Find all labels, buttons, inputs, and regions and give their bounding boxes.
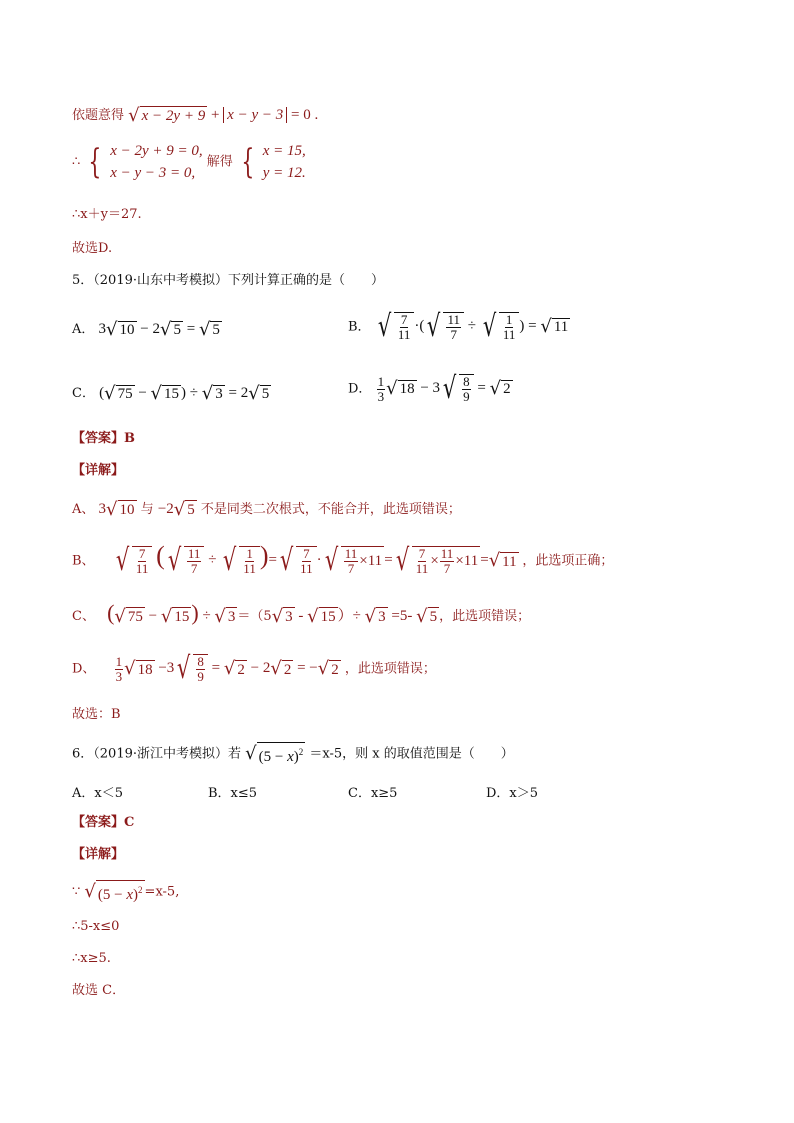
q5-explain-a-tail: 不是同类二次根式，不能合并，此选项错误； (200, 502, 461, 517)
q5-explain-c-mid: ＝（5 (237, 609, 272, 624)
q5-option-c: C． ( √ 75 − √ 15 ) ÷ √ 3 = 2 √ 5 (72, 382, 270, 404)
q6-option-d: D．x＞5 (486, 786, 539, 801)
q6-stem: 6．（2019·浙江中考模拟）若 √ $(5 - x)^2$ ＝x-5，则 x 的取值范围是（ ） (72, 743, 514, 765)
system-line: ∴ { x − 2y + 9 = 0, x − y − 3 = 0, 解得 { x = 15, y = 12. (72, 142, 306, 182)
q5-explain-c-label: C、 (72, 609, 95, 624)
q6-answer: 【答案】C (72, 815, 135, 830)
q5-explain-d-tail: ，此选项错误； (344, 661, 436, 677)
system2-row1: x = 15, (262, 143, 306, 159)
q5-option-b-label: B． (348, 319, 371, 335)
q6-stem-b: ＝x-5，则 x 的取值范围是（ ） (309, 746, 514, 762)
q5-answer: 【答案】B (72, 431, 135, 446)
q5-explain-b-tail: ，此选项正确； (522, 553, 614, 569)
q6-step-2: ∴5-x≤0 (72, 919, 120, 934)
q6-step-3: ∴x≥5. (72, 951, 111, 966)
q6-conclusion: 故选 C． (72, 983, 126, 998)
q5-explain-a-connector: 与 (140, 502, 154, 517)
intro-eq: = 0 . (290, 107, 319, 123)
q6-option-b: B．x≤5 (208, 786, 258, 801)
q5-explain-d: D、 $\frac{1}{3}$ √ 18 −3 √ $\frac{8}{9}$ = √ 2 − 2 √ 2 = − √ 2 ，此选项错误； (72, 651, 436, 686)
q5-option-a-label: A． (72, 322, 95, 337)
therefore-symbol: ∴ (72, 154, 81, 170)
system2-row2: y = 12. (262, 165, 306, 181)
q5-explain-b-label: B、 (72, 553, 95, 569)
system1-row1: x − 2y + 9 = 0, (110, 143, 203, 159)
q5-explain-b: B、 √ $\frac{7}{11}$ ( √ $\frac{11}{7}$ ÷ √ $\frac{1}{11}$ )= √ $\frac{7}{11}$ · √ $\frac{11}{7}$ ×11 = √ $\frac{7}{11}$ × $\frac{11}{7}$ ×11 = √ 11 ，此选项正确； (72, 541, 614, 578)
q6-stem-a: 6．（2019·浙江中考模拟）若 (72, 746, 241, 762)
solve-word: 解得 (206, 154, 233, 170)
q5-explain-a: A、 3 √ 10 与 −2 √ 5 不是同类二次根式，不能合并，此选项错误； (72, 498, 461, 520)
intro-expression: √ x − 2y + 9 + x − y − 3 (128, 107, 291, 123)
q5-option-c-label: C． (72, 386, 95, 401)
q5-explain-c-tail: ，此选项错误； (439, 609, 531, 624)
intro-line (72, 106, 318, 125)
q6-step-1-tail: =x-5, (144, 884, 180, 900)
q5-conclusion: 故选：B (72, 707, 121, 722)
q5-option-a: A． 3 √ 10 − 2 √ 5 = √ 5 (72, 318, 220, 340)
q6-option-c: C．x≥5 (348, 786, 398, 801)
q5-explain-c: C、 ( √ 75 − √ 15 ) ÷ √ 3 ＝（5 √ 3 - √ 15 ）÷ √ 3 =5- √ 5 ，此选项错误； (72, 600, 531, 627)
q5-option-d-label: D． (348, 381, 372, 397)
q5-stem: 5．（2019·山东中考模拟）下列计算正确的是（ ） (72, 273, 384, 288)
q5-detail-heading: 【详解】 (72, 463, 125, 478)
q5-explain-a-label: A、 (72, 502, 95, 517)
system1-row2: x − y − 3 = 0, (110, 165, 196, 181)
because-symbol: ∵ (72, 884, 81, 900)
q6-detail-heading: 【详解】 (72, 847, 125, 862)
q5-option-b: B． √ $\frac{7}{11}$ ·( √ $\frac{11}{7}$ ÷ √ $\frac{1}{11}$ ) = √ 11 (348, 309, 569, 344)
choice-line: 故选D. (72, 241, 113, 256)
sum-line: ∴x＋y＝27. (72, 207, 142, 222)
q5-option-d: D． $\frac{1}{3}$ √ 18 − 3 √ $\frac{8}{9}$ = √ 2 (348, 371, 511, 406)
q5-explain-d-label: D、 (72, 661, 96, 677)
q6-step-1: ∵ √ $(5 - x)^2$ =x-5, (72, 881, 180, 903)
intro-text: 依题意得 (72, 108, 125, 123)
q6-option-a: A．x＜5 (72, 786, 123, 801)
